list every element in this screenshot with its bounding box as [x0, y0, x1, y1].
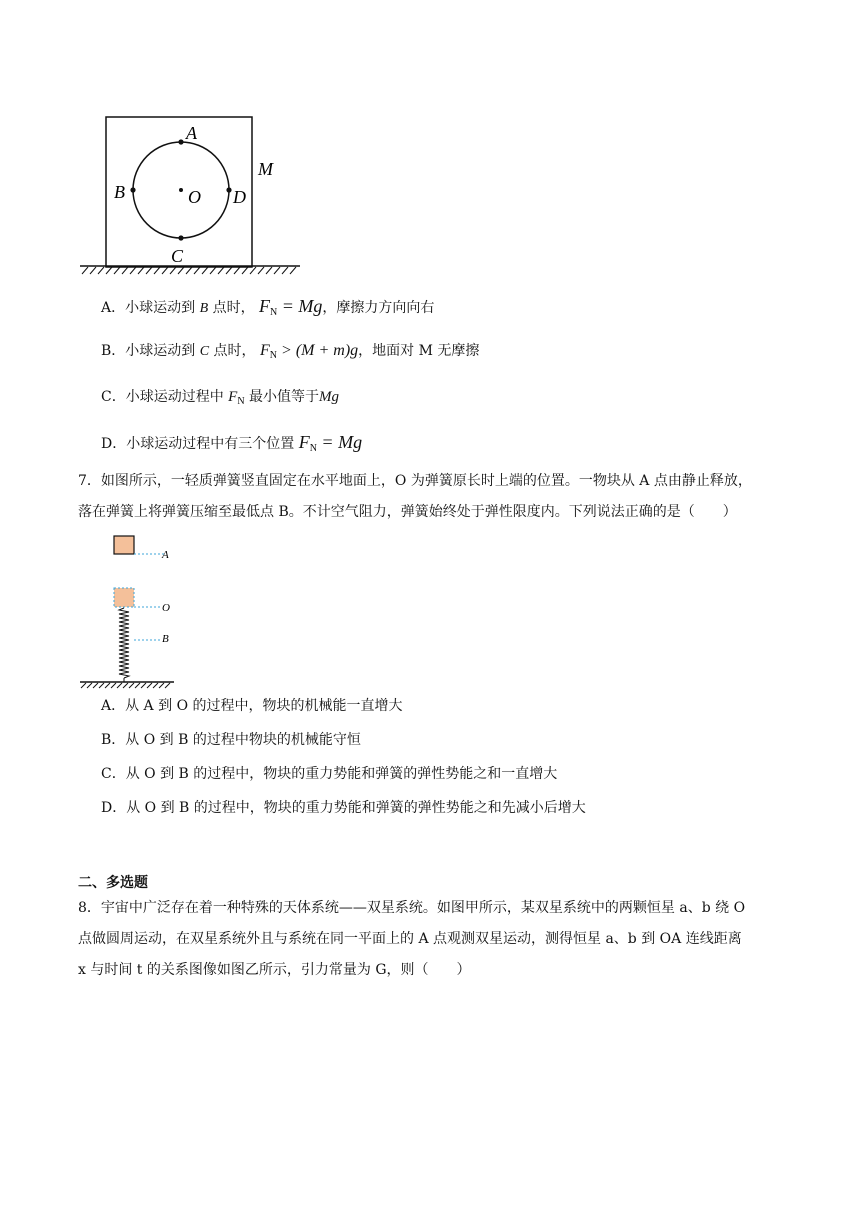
q7-option-c[interactable]: C．从 O 到 B 的过程中，物块的重力势能和弹簧的弹性势能之和一直增大 [101, 766, 558, 782]
q8-line-2: 点做圆周运动，在双星系统外且与系统在同一平面上的 A 点观测双星运动，测得恒星 a、b 到 OA 连线距离 [78, 931, 742, 947]
q7-option-b[interactable]: B．从 O 到 B 的过程中物块的机械能守恒 [101, 732, 361, 748]
q6-option-d[interactable]: D．小球运动过程中有三个位置 $F_N = Mg$ [101, 432, 363, 454]
q6-option-c[interactable]: C．小球运动过程中 $F_N$ 最小值等于Mg [101, 389, 340, 407]
figure-spring [76, 530, 196, 690]
q8-line-3: x 与时间 t 的关系图像如图乙所示，引力常量为 G，则（ ） [78, 962, 471, 978]
q7-stem-line-2: 落在弹簧上将弹簧压缩至最低点 B。不计空气阻力，弹簧始终处于弹性限度内。下列说法正确的是（ ） [78, 504, 737, 520]
q7-option-d[interactable]: D．从 O 到 B 的过程中，物块的重力势能和弹簧的弹性势能之和先减小后增大 [101, 800, 586, 816]
q6-option-b[interactable]: B．小球运动到 C 点时， $F_N > (M + m)g$，地面对 M 无摩擦 [101, 342, 480, 361]
spring-label-a: A [162, 549, 169, 561]
spring-label-o: O [162, 602, 170, 614]
q7-option-a[interactable]: A．从 A 到 O 的过程中，物块的机械能一直增大 [101, 698, 403, 714]
section-heading: 二、多选题 [78, 875, 148, 891]
label-o: O [188, 187, 201, 207]
label-a: A [186, 123, 197, 143]
spring-label-b: B [162, 633, 169, 645]
q8-line-1: 8．宇宙中广泛存在着一种特殊的天体系统——双星系统。如图甲所示，某双星系统中的两颗恒星 a、b 绕 O [78, 900, 746, 916]
label-b: B [114, 182, 125, 202]
q8-stem [78, 893, 782, 986]
q7-stem [78, 466, 782, 528]
q7-stem-line-1: 7．如图所示，一轻质弹簧竖直固定在水平地面上，O 为弹簧原长时上端的位置。一物块从 A 点由静止释放， [78, 473, 752, 489]
label-c: C [171, 246, 184, 266]
label-m: M [258, 159, 273, 179]
q6-option-a[interactable]: A．小球运动到 B 点时， $F_N = Mg$，摩擦力方向向右 [101, 296, 435, 318]
figure-box-circle [76, 110, 306, 275]
label-d: D [233, 187, 246, 207]
